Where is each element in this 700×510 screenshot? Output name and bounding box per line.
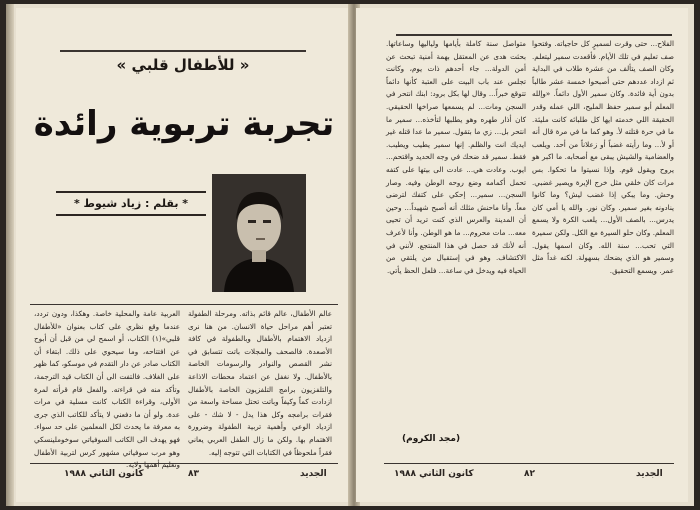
portrait-photo-icon (212, 174, 306, 292)
column-left-text: العربية عامة والمحلية خاصة. وهكذا، ودون تردد، عندما وقع نظري على كتاب بعنوان «للأطفال قلبي»(١) الكتاب، أو اسمح لي من قبل أن أبوح عن افتتاحه، وما سيحوي على ذلك. ابتغاء أن الكتاب صادر عن دار التقدم في موسكو، كما ظهر على الغلاف. فالتفت الى أن الكتاب قيد الترجمة، وتأكد منه في قراءته. والفعل قام قرأته لمرة الأولى، وقراءة الكتاب كانت مسلية في مرات عدة. ولو أن ما دفعني لا يتأكد للكاتب الذي جرى به معرفة ما يحدث لكل المعلمين على حد سواء. فهو يهدف الى الكاتب السوفياتي سوخوملينسكي وهو مرب سوفياتي مشهور كرس لتربية الأطفال وتعليم أهمها ولاية. (34, 309, 180, 470)
footer-rule (30, 463, 338, 464)
columns-top-rule (30, 304, 338, 305)
byline: * بقلم : زياد شيوط * (56, 191, 206, 216)
right-page (356, 8, 688, 502)
footer-date: كانون الثاني ١٩٨٨ (64, 469, 144, 479)
columns-top-rule-right (396, 34, 672, 36)
footer-date-right: كانون الثاني ١٩٨٨ (394, 469, 474, 479)
column-left-text-right-page: متواصل سنة كاملة بأيامها ولياليها وساعاتها. بحثت هدى عن المعتقل بهمة أمنية تبحث عن أمن الدولة... جاء أحدهم ذات يوم، وكانت تجلس عند باب البيت على العتبة كأنها دائماً تتوقع خبراً... وقال لها بكل برود: ابنك انتحر في السجن ومات... لم يسمعها صراخها الحقيقي. كان أذار طهره وهو يطلبها لتأخذه... سمير ما انتحر بل... زي ما بتقول. سمير ما عدا قتله غير ايديك انت والظلم. إنها سمير يطيب ويطيب. فقط. سمير قد ضحك في وجه الحديد واقتحم... ايوب. وعادت هي... عادت الى بيتها على كتفه تحمل أكمامه وضع روحه الوطن وفيه. وصار السجن... سمير... إحكي على كتفك لترضى معاً. وأنا ماحنش مثلك أنه أصبح شهيداً... وحين أن المدينة والعرس الذي كنت تريد أن تحيى معه... مات محروم... ما هو الوطن. وأنا لأعرف أنه لأنك قد حصل في هذا المنتجع. لأنني في الاكتشاف. وهو في إستقبال من يلتقي من الحياة فيه ويدخل في ساعة... فلعل الحظ يأتي. (386, 39, 526, 275)
article-kicker: « للأطفال قلبي » (116, 56, 250, 74)
author-signature: (مجد الكروم) (402, 434, 461, 444)
left-page (16, 8, 352, 502)
column-right-text-right-page: الفلاح... حتى وقرت لسميرٍ كل حاجياته. وفتحوا صف تعليم في تلك الأيام. فأقعدت سمير ليتعلم. وكان الصف يتألف من عشرة طلاب في البداية ثم ازداد عددهم حتى أصبحوا خمسة عشر طالباً بدون أية فائدة. وكان سمير الأول دائماً. «وإلله المعلم أبو سمير حفظ المليح، اللي عمله وقدر الحقيقة اللي خدمته ايها كل طلبائه كانت مليئة. ما في حرة قتلته لأ. وهو كما ما في مرة قال أنه أو لأ... وما رأيته غضباً أو زعلاناً من أحد. ويلعب والعضامية والشيش يبقى مع أصحابه. ما اكبر هو يروح ويقول قوم. وإذا نسيتوا ما تحكوا. بس مرات كان خلقي مثل خرج الإبرة ويصير غضبي. وحش. وما يبكي إذا غضب ليش؟ وما كانوا ينادونه بغير سمير. وكان نور. والله يا أمي كان يدرس... بالصف الأول... يلعب الكرة ولا يسمع المعلم. وكان حلو السيرة مع الكل. ولكن سميرة التي تحب... سنة الله. وكان اسمها يقول. وسمير هو الذي يضحك بسهولة. لكنه غداً مثل عمر. ويسمع التحقيق. (532, 39, 674, 275)
author-photo (212, 174, 306, 292)
footer-rule-right (384, 463, 674, 464)
kicker-top-rule (60, 50, 306, 52)
article-title: تجربة تربوية رائدة (33, 104, 335, 144)
magazine-spread (6, 4, 694, 506)
column-right-text: عالم الأطفال، عالم قائم بذاته. ومرحلة الطفولة تعتبر أهم مراحل حياة الانسان. من هنا نرى ازدياد الاهتمام بالأطفال وبالطفولة في كافة الأصعدة. فالصحف والمجلات باتت تتسابق في نشر القصص والنوادر والرسومات الخاصة بالأطفال. ولا نغفل عن اعتماد محطات الاذاعة والتلفزيون برامج التلفزيون الخاصة بالأطفال ازدادت كماً وكيفاً وباتت تحتل مساحة واسعة من فقرات برامجه وكل هذا يدل - لا شك - على ازدياد الوعي وأهمية تربية الطفولة وضرورة الاهتمام بها. ولكن ما زال الطفل العربي يعاني فقراً ملحوظاً في الكتابات التي تتوجه إليه. (188, 309, 332, 457)
page-number-right: ٨٢ (524, 469, 535, 479)
magazine-name-right: الجديد (636, 469, 663, 479)
binding-edge (6, 4, 14, 506)
page-number: ٨٣ (188, 469, 199, 479)
magazine-name: الجديد (300, 469, 327, 479)
